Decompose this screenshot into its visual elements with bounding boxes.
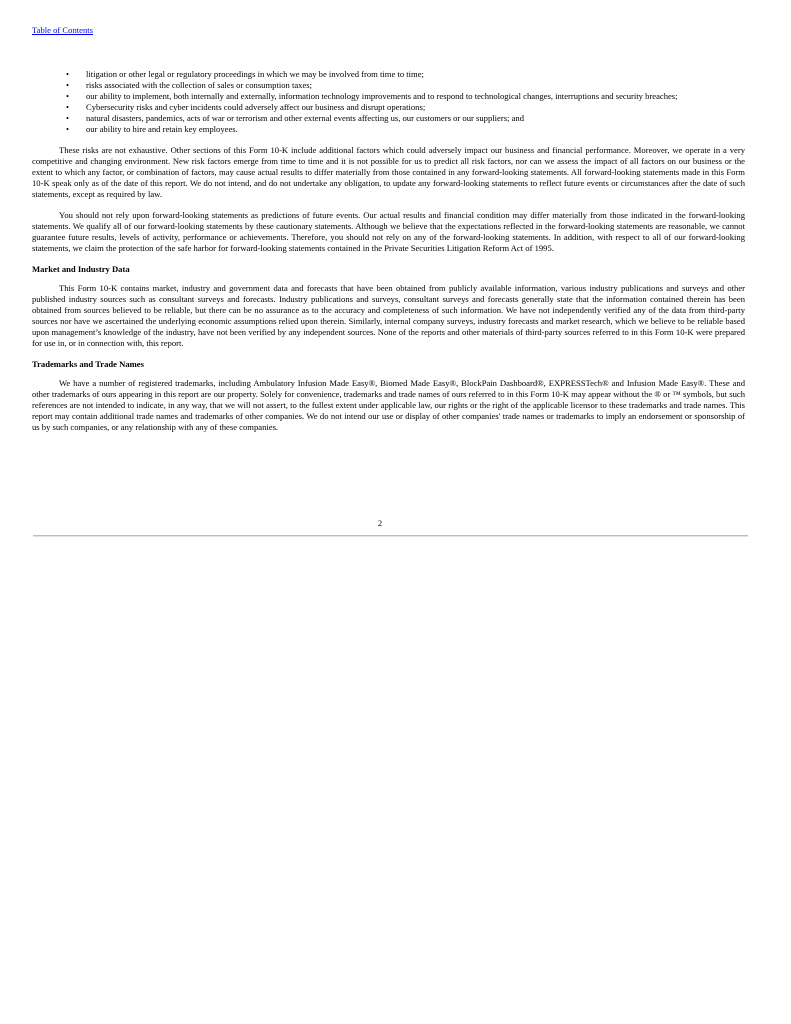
list-item: • our ability to hire and retain key employees. (66, 124, 238, 134)
bullet-icon: • (66, 102, 70, 112)
trademarks-heading: Trademarks and Trade Names (32, 359, 144, 369)
list-item: • natural disasters, pandemics, acts of war or terrorism and other external events affecting us, our customers or our suppliers; and (66, 113, 524, 123)
risk-bullet-list (32, 69, 745, 135)
bullet-icon: • (66, 91, 70, 101)
bullet-icon: • (66, 80, 70, 90)
list-item: • Cybersecurity risks and cyber incidents could adversely affect our business and disrupt operations; (66, 102, 426, 112)
market-industry-heading: Market and Industry Data (32, 264, 130, 274)
list-item: • litigation or other legal or regulatory proceedings in which we may be involved from time to time; (66, 69, 424, 79)
table-of-contents-link[interactable]: Table of Contents (32, 25, 93, 35)
bullet-icon: • (66, 113, 70, 123)
forward-looking-paragraph: You should not rely upon forward-looking statements as predictions of future events. Our actual results and financial condition may differ materially from those indicated in the forward-looking statements. We qualify all of our forward-looking statements by these cautionary statements. Although we believe that the expectations reflected in the forward-looking statements are reasonable, we cannot guarantee future results, levels of activity, performance or achievements. Therefore, you should not rely on any of the forward-looking statements. In addition, with respect to all of our forward-looking statements, we claim the protection of the safe harbor for forward-looking statements contained in the Private Securities Litigation Reform Act of 1995. (32, 210, 745, 253)
list-item: • risks associated with the collection of sales or consumption taxes; (66, 80, 313, 90)
document-body (32, 69, 745, 433)
market-industry-paragraph: This Form 10-K contains market, industry and government data and forecasts that have been obtained from publicly available information, various industry publications and surveys and other published industry sources such as consultant surveys and forecasts. Industry publications and surveys, consultant surveys and forecasts generally state that the information contained therein has been obtained from sources believed to be reliable, but there can be no assurance as to the accuracy and completeness of such information. We have not independently verified any of the data from third-party sources nor have we ascertained the underlying economic assumptions relied upon therein. Similarly, internal company surveys, industry forecasts and market research, which we believe to be reliable based upon management’s knowledge of the industry, have not been verified by any independent sources. None of the reports and other materials of third-party sources referred to in this Form 10-K were prepared for use in, or in connection with, this report. (32, 283, 745, 348)
page-number: 2 (377, 518, 383, 528)
bullet-icon: • (66, 124, 70, 134)
list-item: • our ability to implement, both internally and externally, information technology improvements and to respond to technological changes, interruptions and security breaches; (66, 91, 678, 101)
page-divider (33, 535, 748, 536)
risks-not-exhaustive-paragraph: These risks are not exhaustive. Other sections of this Form 10-K include additional factors which could adversely impact our business and financial performance. Moreover, we operate in a very competitive and changing environment. New risk factors emerge from time to time and it is not possible for us to predict all risk factors, nor can we assess the impact of all factors on our business or the extent to which any factor, or combination of factors, may cause actual results to differ materially from those contained in any forward-looking statements. All forward-looking statements made in this Form 10-K speak only as of the date of this report. We do not intend, and do not undertake any obligation, to update any forward-looking statements to reflect future events or circumstances after the date of such statements, except as required by law. (32, 145, 745, 199)
trademarks-paragraph: We have a number of registered trademarks, including Ambulatory Infusion Made Easy®, Biomed Made Easy®, BlockPain Dashboard®, EXPRESSTech® and Infusion Made Easy®. These and other trademarks of ours appearing in this report are our property. Solely for convenience, trademarks and trade names of ours referred to in this Form 10-K may appear without the ® or ™ symbols, but such references are not intended to indicate, in any way, that we will not assert, to the fullest extent under applicable law, our rights or the right of the applicable licensor to these trademarks and trade names. This report may contain additional trade names and trademarks of other companies. We do not intend our use or display of other companies' trade names or trademarks to imply an endorsement or sponsorship of us by such companies, or any relationship with any of these companies. (32, 378, 745, 432)
bullet-icon: • (66, 69, 70, 79)
